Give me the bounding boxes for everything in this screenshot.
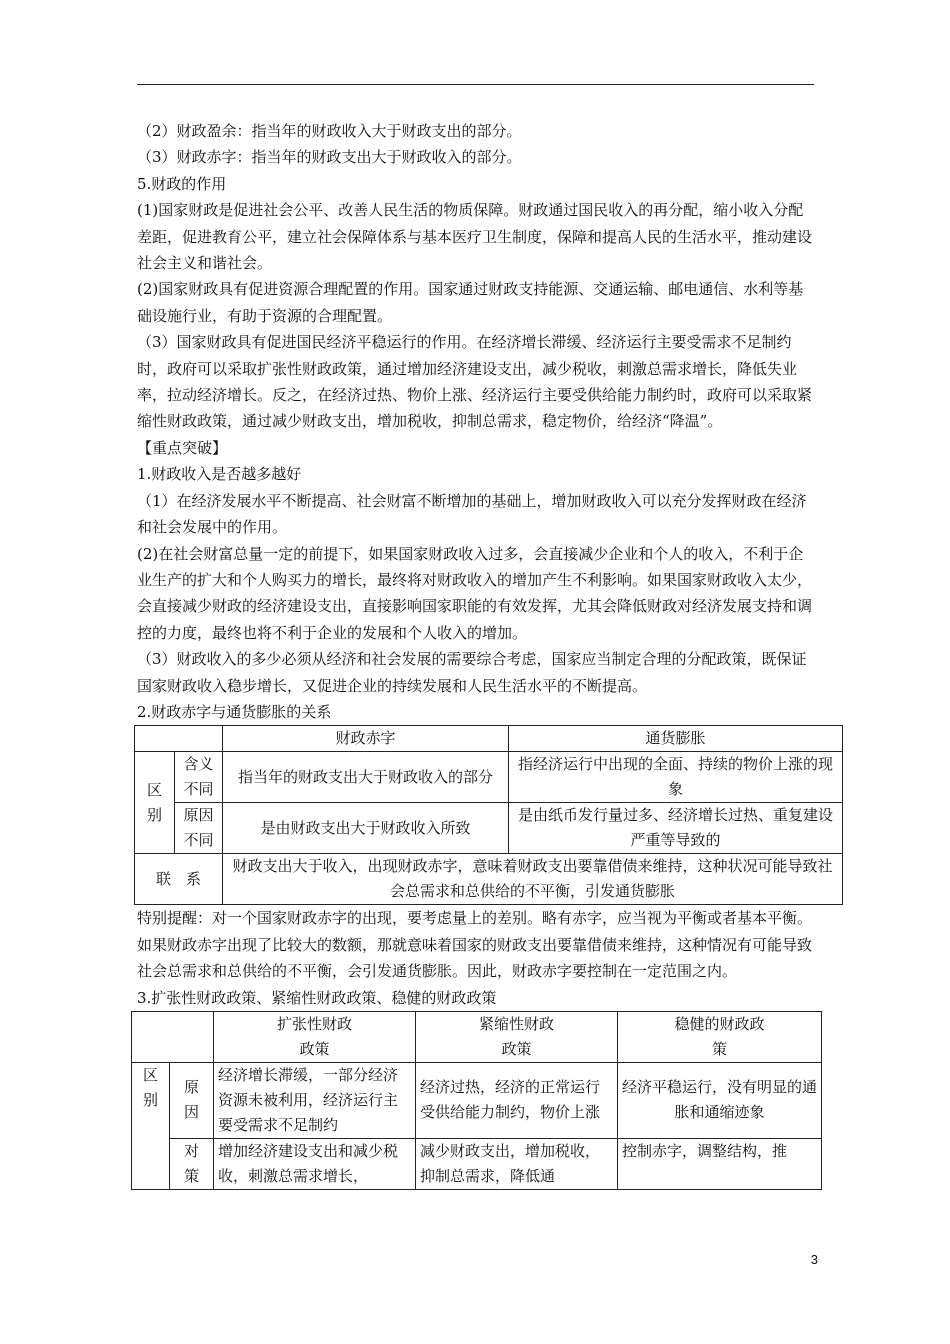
table-corner-cell xyxy=(135,726,223,752)
section-heading: 2.财政赤字与通货膨胀的关系 xyxy=(137,702,332,721)
deficit-inflation-table xyxy=(134,725,843,905)
paragraph: （3）财政收入的多少必须从经济和社会发展的需要综合考虑，国家应当制定合理的分配政策，既保证国家财政收入稳步增长，又促进企业的持续发展和人民生活水平的不断提高。 xyxy=(137,650,807,695)
row-label: 原因 xyxy=(170,1062,214,1138)
row-group-label: 区别 xyxy=(132,1062,170,1189)
paragraph: (2)在社会财富总量一定的前提下，如果国家财政收入过多，会直接减少企业和个人的收入，不利于企业生产的扩大和个人购买力的增长，最终将对财政收入的增加产生不利影响。如果国家财政收入太少，会直接减少财政的经济建设支出，直接影响国家职能的有效发挥，尤其会降低财政对经济发展支持和调控的力度，最终也将不利于企业的发展和个人收入的增加。 xyxy=(137,544,813,642)
table-header: 紧缩性财政政策 xyxy=(416,1011,618,1062)
section-heading: 3.扩张性财政政策、紧缩性财政政策、稳健的财政政策 xyxy=(137,988,497,1007)
paragraph: 特别提醒：对一个国家财政赤字的出现，要考虑量上的差别。略有赤字，应当视为平衡或者基本平衡。如果财政赤字出现了比较大的数额，那就意味着国家的财政支出要靠借债来维持，这种情况有可能导致社会总需求和总供给的不平衡，会引发通货膨胀。因此，财政赤字要控制在一定范围之内。 xyxy=(137,909,813,981)
section-heading: 1.财政收入是否越多越好 xyxy=(137,465,302,484)
row-label: 含义不同 xyxy=(175,752,223,803)
table-header: 财政赤字 xyxy=(223,726,509,752)
paragraph: （3）国家财政具有促进国民经济平稳运行的作用。在经济增长滞缓、经济运行主要受需求不足制约时，政府可以采取扩张性财政政策，通过增加经济建设支出，减少税收，刺激总需求增长，降低失业率，拉动经济增长。反之，在经济过热、物价上涨、经济运行主要受供给能力制约时，政府可以采取紧缩性财政政策，通过减少财政支出，增加税收，抑制总需求，稳定物价，给经济“降温”。 xyxy=(137,333,813,431)
section-heading: 【重点突破】 xyxy=(137,438,228,457)
header-rule xyxy=(137,84,814,85)
table-header: 稳健的财政政策 xyxy=(618,1011,822,1062)
table-cell: 减少财政支出，增加税收，抑制总需求，降低通 xyxy=(416,1138,618,1189)
table-cell: 增加经济建设支出和减少税收，刺激总需求增长， xyxy=(214,1138,416,1189)
paragraph: （1）在经济发展水平不断提高、社会财富不断增加的基础上，增加财政收入可以充分发挥财政在经济和社会发展中的作用。 xyxy=(137,491,807,537)
table-cell: 经济过热，经济的正常运行受供给能力制约，物价上涨 xyxy=(416,1062,618,1138)
table-header: 扩张性财政政策 xyxy=(214,1011,416,1062)
paragraph: (1)国家财政是促进社会公平、改善人民生活的物质保障。财政通过国民收入的再分配，缩小收入分配差距，促进教育公平，建立社会保障体系与基本医疗卫生制度，保障和提高人民的生活水平，推动建设社会主义和谐社会。 xyxy=(137,201,813,273)
table-header: 通货膨胀 xyxy=(509,726,843,752)
table-cell: 指经济运行中出现的全面、持续的物价上涨的现象 xyxy=(509,752,843,803)
fiscal-policy-table xyxy=(131,1011,822,1190)
row-label: 联 系 xyxy=(135,854,223,905)
page-number: 3 xyxy=(810,1252,818,1267)
table-cell: 经济平稳运行，没有明显的通胀和通缩迹象 xyxy=(618,1062,822,1138)
row-label: 原因不同 xyxy=(175,803,223,854)
table-cell: 经济增长滞缓，一部分经济资源未被利用，经济运行主要受需求不足制约 xyxy=(214,1062,416,1138)
table-cell: 控制赤字，调整结构，推 xyxy=(618,1138,822,1189)
row-label: 对策 xyxy=(170,1138,214,1189)
table-cell: 财政支出大于收入，出现财政赤字，意味着财政支出要靠借债来维持，这种状况可能导致社会总需求和总供给的不平衡，引发通货膨胀 xyxy=(223,854,843,905)
paragraph: （3）财政赤字：指当年的财政支出大于财政收入的部分。 xyxy=(137,148,522,167)
table-cell: 是由纸币发行量过多、经济增长过热、重复建设严重等导致的 xyxy=(509,803,843,854)
paragraph: (2)国家财政具有促进资源合理配置的作用。国家通过财政支持能源、交通运输、邮电通信、水利等基础设施行业，有助于资源的合理配置。 xyxy=(137,280,804,325)
row-group-label: 区别 xyxy=(135,752,175,854)
table-corner-cell xyxy=(132,1011,214,1062)
page-content xyxy=(137,118,833,1190)
table-cell: 指当年的财政支出大于财政收入的部分 xyxy=(223,752,509,803)
section-heading: 5.财政的作用 xyxy=(137,174,227,193)
table-cell: 是由财政支出大于财政收入所致 xyxy=(223,803,509,854)
paragraph: （2）财政盈余：指当年的财政收入大于财政支出的部分。 xyxy=(137,122,522,140)
